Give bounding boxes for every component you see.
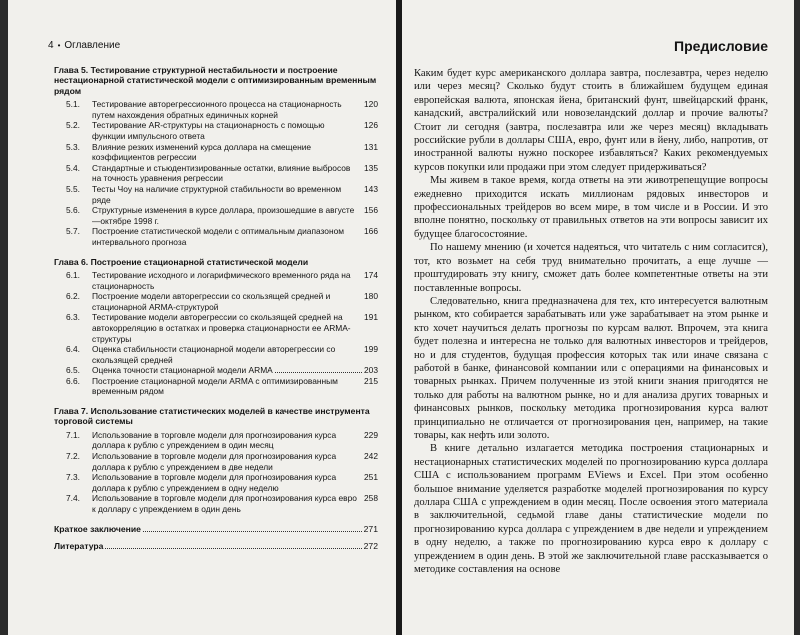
entry-title: Влияние резких изменений курса доллара на смещение коэффициентов регрессии [92, 141, 312, 163]
toc-tail [54, 524, 378, 552]
entry-number: 6.5. [66, 365, 80, 376]
left-page [8, 0, 396, 635]
tail-page: 271 [363, 523, 378, 534]
entry-body [92, 99, 378, 120]
entry-number: 5.1. [66, 99, 80, 110]
entry-line [92, 184, 378, 205]
entry-body [92, 430, 378, 451]
entry-number: 7.4. [66, 493, 80, 504]
toc-chapter-block [54, 406, 378, 515]
leader-dots [143, 524, 362, 532]
entry-body [92, 493, 378, 514]
tail-title: Литература [54, 540, 104, 551]
toc-entry [54, 226, 378, 247]
toc-entry [54, 120, 378, 141]
bullet-separator: • [57, 41, 61, 50]
entry-line [92, 226, 378, 247]
entry-line [92, 430, 378, 451]
toc-entry [54, 376, 378, 397]
entry-body [92, 472, 378, 493]
entry-page: 174 [364, 269, 378, 280]
toc-entry [54, 205, 378, 226]
chapter-heading: Глава 5. Тестирование структурной нестабильности и построение нестационарной статистической модели с оптимизированным временным рядом [54, 65, 377, 96]
leader-dots [105, 541, 361, 549]
paragraph: Следовательно, книга предназначена для тех, кто интересуется валютным рынком, кто собирается зарабатывать или уже зарабатывает на этом рынке и кто хочет научиться делать прогнозы по курсам валют. Впрочем, эта книга будет полезна и интересна не только для валютных инвесторов и трейдеров, но и для студентов, будущая профессия которых так или иначе связана с работой в банке, финансовой компании или с операциями на финансовых и товарных рынках. Причем полученные из этой книги знания пригодятся не только для работы на валютном рынке, но и для анализа других товарных и финансовых рынков, поскольку методика прогнозирования курса валют принципиально не отличается от прогнозирования цен, например, на такие товары, как нефть или золото. [414, 295, 768, 441]
entry-title: Использование в торговле модели для прогнозирования курса евро к доллару с упреждением в один день [92, 493, 357, 515]
preface-text [414, 67, 768, 576]
entry-line [92, 451, 378, 472]
entry-body [92, 226, 378, 247]
entry-number: 6.2. [66, 291, 80, 302]
toc-entry [54, 291, 378, 312]
entry-number: 5.6. [66, 205, 80, 216]
entry-page: 180 [364, 291, 378, 302]
entry-title: Тестирование авторегрессионного процесса на стационарность путем нахождения обратных единичных корней [92, 99, 342, 120]
entry-page: 166 [364, 226, 378, 237]
toc-entry [54, 270, 378, 291]
entry-page: 143 [364, 183, 378, 194]
entry-body [92, 205, 378, 226]
entry-page: 258 [364, 493, 378, 504]
entry-title: Построение статистической модели с оптимальным диапазоном интервального прогноза [92, 226, 344, 247]
entry-page: 199 [364, 344, 378, 355]
entry-number: 5.7. [66, 226, 80, 237]
toc-entry [54, 365, 378, 376]
entry-body [92, 120, 378, 141]
entry-line [92, 142, 378, 163]
entry-title: Построение стационарной модели ARMA с оптимизированным временным рядом [92, 375, 338, 397]
entry-body [92, 270, 378, 291]
table-of-contents [54, 65, 378, 515]
entry-body [92, 291, 378, 312]
entry-number: 7.2. [66, 451, 80, 462]
entry-line [92, 270, 378, 291]
entry-number: 5.2. [66, 120, 80, 131]
toc-entry [54, 430, 378, 451]
entry-title: Построение модели авторегрессии со скользящей средней и стационарной ARMA-структурой [92, 291, 331, 312]
chapter-heading: Глава 6. Построение стационарной статистической модели [54, 256, 309, 267]
entry-number: 5.4. [66, 162, 80, 173]
entry-number: 5.5. [66, 183, 80, 194]
entry-page: 135 [364, 162, 378, 173]
entry-title: Структурные изменения в курсе доллара, произошедшие в августе—октябре 1998 г. [92, 205, 355, 226]
entry-title: Тестирование исходного и логарифмического временного ряда на стационарность [92, 269, 351, 291]
entry-number: 6.1. [66, 269, 80, 280]
entry-body [92, 142, 378, 163]
entry-title: Использование в торговле модели для прогнозирования курса доллара к рублю с упреждением в одну неделю [92, 472, 337, 493]
tail-page: 272 [363, 540, 378, 551]
entry-title: Использование в торговле модели для прогнозирования курса доллара к рублю с упреждением в один месяц [92, 429, 337, 451]
entry-page: 120 [364, 99, 378, 110]
entry-line [92, 493, 378, 514]
page-title: Предисловие [674, 38, 768, 54]
toc-entry [54, 163, 378, 184]
toc-entry [54, 493, 378, 514]
toc-entry [54, 344, 378, 365]
entry-line [92, 376, 378, 397]
paragraph: В книге детально излагается методика построения стационарных и нестационарных статистических моделей по прогнозированию курса доллара США с использованием программ EViews и Excel. При этом особенно большое внимание уделяется разработке моделей прогнозирования по курсу доллара США с упреждением в один месяц. После освоения этого материала в заключительной, седьмой главе даны статистические модели по прогнозированию курса доллара с упреждением в две недели и упреждением в одну неделю, а также по прогнозированию курса евро к доллару с упреждением в один день. В этой же заключительной главе рассказывается о методике составления на основе [414, 443, 768, 576]
entry-line [92, 99, 378, 120]
tail-title: Краткое заключение [54, 523, 141, 534]
page-number: 4 [48, 40, 54, 51]
section-title: Оглавление [64, 40, 121, 51]
entry-body [92, 184, 378, 205]
entry-line [92, 120, 378, 141]
entry-title: Оценка точности стационарной модели ARMA [92, 365, 273, 376]
entry-page: 242 [364, 451, 378, 462]
entry-title: Тестирование модели авторегрессии со скользящей средней на автокорреляцию в остатках и проверка стационарности ее ARMA-структуры [92, 312, 351, 344]
toc-chapter-block [54, 257, 378, 398]
entry-page: 251 [364, 472, 378, 483]
toc-entry [54, 99, 378, 120]
chapter-heading: Глава 7. Использование статистических моделей в качестве инструмента торговой системы [54, 406, 370, 427]
entry-page: 131 [364, 141, 378, 152]
entry-line [92, 344, 378, 365]
entry-line [92, 472, 378, 493]
entry-title: Тесты Чоу на наличие структурной стабильности во временном ряде [92, 183, 342, 205]
toc-entry [54, 451, 378, 472]
entry-line [92, 205, 378, 226]
toc-entry [54, 312, 378, 344]
entry-number: 6.6. [66, 375, 80, 386]
entry-line [92, 291, 378, 312]
entry-body [92, 163, 378, 184]
entry-body [92, 365, 378, 376]
running-head [48, 40, 378, 51]
entry-line [92, 163, 378, 184]
entry-body [92, 312, 378, 344]
toc-entry [54, 184, 378, 205]
entry-title: Тестирование AR-структуры на стационарность с помощью функции импульсного ответа [92, 120, 325, 141]
paragraph: Мы живем в такое время, когда ответы на эти животрепещущие вопросы ежедневно приходится искать миллионам рядовых инвесторов и профессиональных трейдеров во всем мире, в том числе и в России. И это вполне понятно, поскольку от правильных ответов на эти вопросы зависит их будущее благосостояние. [414, 175, 768, 240]
entry-page: 229 [364, 429, 378, 440]
paragraph: По нашему мнению (и хочется надеяться, что читатель с ним согласится), тот, кто возьмет на себя труд внимательно прочитать, а еще лучше — проштудировать эту книгу, сможет дать более компетентные ответы на эти поставленные вопросы. [414, 242, 768, 294]
entry-number: 7.1. [66, 429, 80, 440]
entry-page: 191 [364, 312, 378, 323]
toc-tail-entry [54, 541, 378, 552]
entry-page: 126 [364, 120, 378, 131]
entry-page: 203 [364, 365, 378, 376]
entry-body [92, 344, 378, 365]
entry-line [92, 312, 378, 344]
leader-dots [275, 365, 362, 373]
entry-number: 7.3. [66, 472, 80, 483]
entry-title: Оценка стабильности стационарной модели авторегрессии со скользящей средней [92, 344, 336, 365]
entry-title: Стандартные и стьюдентизированные остатки, влияние выбросов на точность уравнения регрессии [92, 162, 351, 184]
entry-page: 156 [364, 205, 378, 216]
toc-entry [54, 142, 378, 163]
entry-body [92, 376, 378, 397]
entry-body [92, 451, 378, 472]
toc-tail-entry [54, 524, 378, 535]
paragraph: Каким будет курс американского доллара завтра, послезавтра, через неделю или через месяц? Сколько будут стоить в ближайшем будущем единая европейская валюта, японская йена, британский фунт, швейцарский франк, канадский, австралийский или новозеландский доллар и прочие валюты? Стоит ли сегодня (завтра, послезавтра или же через месяц) вкладывать российские рубли в доллары США, евро, фунт или в йену, либо, напротив, от иностранной валюты нужно поскорее избавляться? Каких рекомендуемых курсов покупки или продажи при этом следует придерживаться? [414, 68, 768, 173]
entry-line [92, 365, 378, 376]
right-page [402, 0, 794, 635]
toc-entry [54, 472, 378, 493]
entry-page: 215 [364, 375, 378, 386]
entry-number: 5.3. [66, 141, 80, 152]
entry-number: 6.3. [66, 312, 80, 323]
entry-number: 6.4. [66, 344, 80, 355]
entry-title: Использование в торговле модели для прогнозирования курса доллара к рублю с упреждением в две недели [92, 451, 337, 472]
toc-chapter-block [54, 65, 378, 248]
